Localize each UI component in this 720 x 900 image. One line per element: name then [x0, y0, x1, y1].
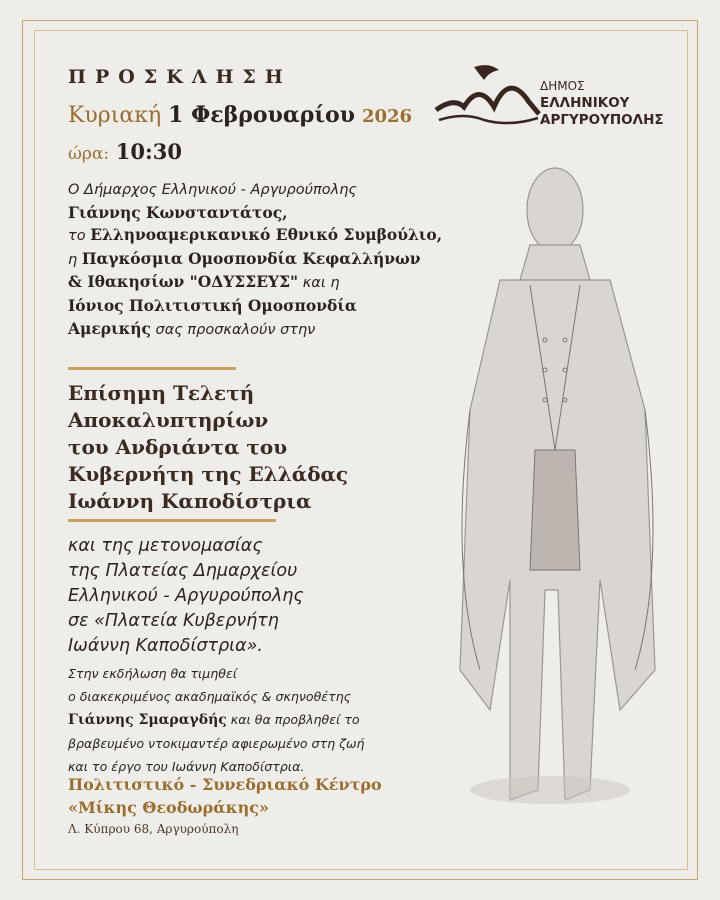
ceremony-line: Επίσημη Τελετή [68, 381, 255, 405]
venue-line: Πολιτιστικό - Συνεδριακό Κέντρο [68, 775, 382, 794]
logo-line-3: ΑΡΓΥΡΟΥΠΟΛΗΣ [540, 112, 664, 128]
host-org: Παγκόσμια Ομοσπονδία Κεφαλλήνων [81, 248, 421, 268]
honor-line: και θα προβληθεί το [226, 712, 360, 727]
ceremony-line: Κυβερνήτη της Ελλάδας [68, 462, 349, 486]
renaming-block [68, 534, 304, 659]
renaming-line: της Πλατείας Δημαρχείου [68, 561, 298, 581]
invitation-title: ΠΡΟΣΚΛΗΣΗ [68, 66, 292, 88]
hosts-block [68, 178, 442, 341]
honor-line: και το έργο του Ιωάννη Καποδίστρια. [68, 759, 305, 774]
logo-line-1: ΔΗΜΟΣ [540, 79, 585, 93]
municipality-logo-text [540, 78, 664, 129]
hosts-line: και η [298, 275, 340, 292]
date-day: Κυριακή [68, 103, 162, 128]
honoree-name: Γιάννης Σμαραγδής [68, 712, 227, 728]
renaming-line: Ιωάννη Καποδίστρια». [68, 636, 263, 656]
hosts-line: Ο Δήμαρχος Ελληνικού - Αργυρούπολης [68, 182, 357, 198]
divider [68, 367, 236, 370]
date-main: 1 Φεβρουαρίου [168, 102, 355, 128]
host-org: Ιόνιος Πολιτιστική Ομοσπονδία [68, 295, 357, 315]
ceremony-line: Ιωάννη Καποδίστρια [68, 489, 312, 513]
venue-name: «Μίκης Θεοδωράκης» [68, 798, 269, 817]
host-org: & Ιθακησίων "ΟΔΥΣΣΕΥΣ" [68, 272, 299, 292]
renaming-line: και της μετονομασίας [68, 536, 263, 556]
statue-illustration [440, 150, 670, 830]
time-label: ώρα: [68, 144, 110, 164]
honor-line: Στην εκδήλωση θα τιμηθεί [68, 666, 238, 681]
divider [68, 519, 276, 522]
ceremony-title [68, 380, 348, 515]
date-year: 2026 [361, 106, 413, 127]
host-org: Ελληνοαμερικανικό Εθνικό Συμβούλιο, [90, 225, 443, 245]
honor-line: βραβευμένο ντοκιμαντέρ αφιερωμένο στη ζωή [68, 736, 365, 751]
ceremony-line: Αποκαλυπτηρίων [68, 408, 269, 432]
hosts-line: η [68, 251, 82, 268]
renaming-line: σε «Πλατεία Κυβερνήτη [68, 611, 279, 631]
event-date [68, 102, 412, 128]
host-org: Αμερικής [68, 318, 151, 338]
venue-address: Λ. Κύπρου 68, Αργυρούπολη [68, 822, 239, 836]
event-time [68, 139, 182, 164]
venue [68, 773, 382, 819]
hosts-line: το [68, 228, 91, 245]
honor-line: ο διακεκριμένος ακαδημαϊκός & σκηνοθέτης [68, 689, 352, 704]
honor-block [68, 662, 364, 778]
ceremony-line: του Ανδριάντα του [68, 435, 288, 459]
renaming-line: Ελληνικού - Αργυρούπολης [68, 586, 304, 606]
mayor-name: Γιάννης Κωνσταντάτος, [68, 202, 288, 222]
logo-line-2: ΕΛΛΗΝΙΚΟΥ [540, 95, 630, 111]
hosts-line: σας προσκαλούν στην [150, 321, 316, 338]
time-value: 10:30 [115, 139, 182, 164]
